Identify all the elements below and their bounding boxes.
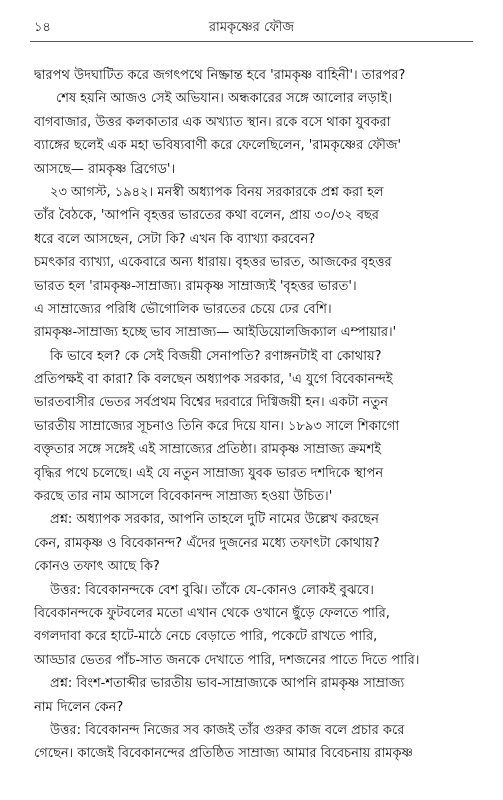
text-line: করছে তার নাম আসলে বিবেকানন্দ সাম্রাজ্য হওয়া উচিত।' — [34, 489, 333, 505]
page-header — [34, 14, 469, 40]
text-line: বগলদাবা করে হাটে-মাঠে নেচে বেড়াতে পারি, পকেটে রাখতে পারি, — [34, 629, 378, 645]
header-rule — [30, 41, 473, 42]
text-line: শেষ হয়নি আজও সেই অভিযান। অন্ধকারের সঙ্গে আলোর লড়াই। — [56, 91, 392, 107]
text-line: কেন, রামকৃষ্ণ ও বিবেকানন্দ? এঁদের দুজনের মধ্যে তফাৎটা কোথায়? — [34, 535, 380, 551]
running-title: রামকৃষ্ণের ফৌজ — [208, 20, 295, 35]
text-line: ধরে বলে আসছেন, সেটা কি? এখন কি ব্যাখ্যা করবেন? — [34, 231, 316, 247]
text-line: ব্যাঙ্গের ছলেই এক মহা ভবিষ্যবাণী করে ফেলেছিলেন, 'রামকৃষ্ণের ফৌজ' — [34, 138, 402, 154]
text-line: ২৩ আগস্ট, ১৯৪২। মনস্বী অধ্যাপক বিনয় সরকারকে প্রশ্ন করা হল — [50, 184, 384, 200]
text-line: উত্তর: বিবেকানন্দ নিজের সব কাজই তাঁর গুরুর কাজ বলে প্রচার করে — [50, 722, 405, 738]
text-line: ভারত হল 'রামকৃষ্ণ-সাম্রাজ্য। রামকৃষ্ণ সাম্রাজ্যই 'বৃহত্তর ভারত'। — [34, 278, 357, 294]
text-line: বিবেকানন্দকে ফুটবলের মতো এখান থেকে ওখানে ছুঁড়ে ফেলতে পারি, — [34, 605, 390, 621]
text-line: রামকৃষ্ণ-সাম্রাজ্য হচ্ছে ভাব সাম্রাজ্য— আইডিয়োলজিক্যাল এম্পায়ার।' — [34, 325, 397, 341]
text-line: বৃদ্ধির পথে চলেছে। এই যে নতুন সাম্রাজ্য যুবক ভারত দশদিকে স্থাপন — [34, 465, 384, 481]
text-line: নাম দিলেন কেন? — [34, 699, 124, 715]
text-line: কোনও তফাৎ আছে কি? — [34, 559, 160, 575]
text-line: দ্বারপথ উদঘাটিত করে জগৎপথে নিষ্ক্রান্ত হবে 'রামকৃষ্ণ বাহিনী'। তারপর? — [34, 68, 406, 83]
text-line: চমৎকার ব্যাখ্যা, একেবারে অন্য ধারায়। বৃহত্তর ভারত, আজকের বৃহত্তর — [34, 255, 392, 271]
text-line: ভারতীয় সাম্রাজ্যের সূচনাও তিনি করে দিয়ে যান। ১৮৯৩ সালে শিকাগো — [34, 418, 400, 434]
text-line: তাঁর বৈঠকে, 'আপনি বৃহত্তর ভারতের কথা বলেন, প্রায় ৩০/৩২ বছর — [34, 208, 379, 224]
text-line: প্রশ্ন: বিংশ-শতাব্দীর ভারতীয় ভাব-সাম্রাজ্যকে আপনি রামকৃষ্ণ সাম্রাজ্য — [50, 676, 405, 692]
text-line: ভারতবাসীর ভেতর সর্বপ্রথম বিশ্বের দরবারে দিগ্বিজয়ী হন। একটা নতুন — [34, 395, 388, 411]
text-line: কি ভাবে হল? কে সেই বিজয়ী সেনাপতি? রণাঙ্গনটাই বা কোথায়? — [50, 348, 382, 364]
text-line: আড্ডার ভেতর পাঁচ-সাত জনকে দেখাতে পারি, দশজনের পাতে দিতে পারি। — [34, 652, 420, 668]
text-line: আসছে— রামকৃষ্ণ ব্রিগেড'। — [34, 161, 176, 177]
text-line: গেছেন। কাজেই বিবেকানন্দের প্রতিষ্ঠিত সাম্রাজ্য আমার বিবেচনায় রামকৃষ্ণ — [34, 746, 413, 762]
text-line: এ সাম্রাজ্যের পরিধি ভৌগোলিক ভারতের চেয়ে ঢের বেশি। — [34, 301, 332, 317]
text-line: প্রতিপক্ষই বা কারা? কি বলছেন অধ্যাপক সরকার, 'এ যুগে বিবেকানন্দই — [34, 372, 393, 388]
text-line: বাগবাজার, উত্তর কলকাতার এক অখ্যাত স্থান। রকে বসে থাকা যুবকরা — [34, 114, 391, 130]
text-line: বক্তৃতার সঙ্গে সঙ্গেই এই সাম্রাজ্যের প্রতিষ্ঠা। রামকৃষ্ণ সাম্রাজ্য ক্রমশই — [34, 442, 381, 458]
body-text — [34, 64, 469, 766]
text-line: উত্তর: বিবেকানন্দকে বেশ বুঝি। তাঁকে যে-কোনও লোকই বুঝবে। — [50, 582, 374, 598]
page-number: ১৪ — [34, 20, 51, 35]
text-line: প্রশ্ন: অধ্যাপক সরকার, আপনি তাহলে দুটি নামের উল্লেখ করছেন — [50, 512, 379, 528]
